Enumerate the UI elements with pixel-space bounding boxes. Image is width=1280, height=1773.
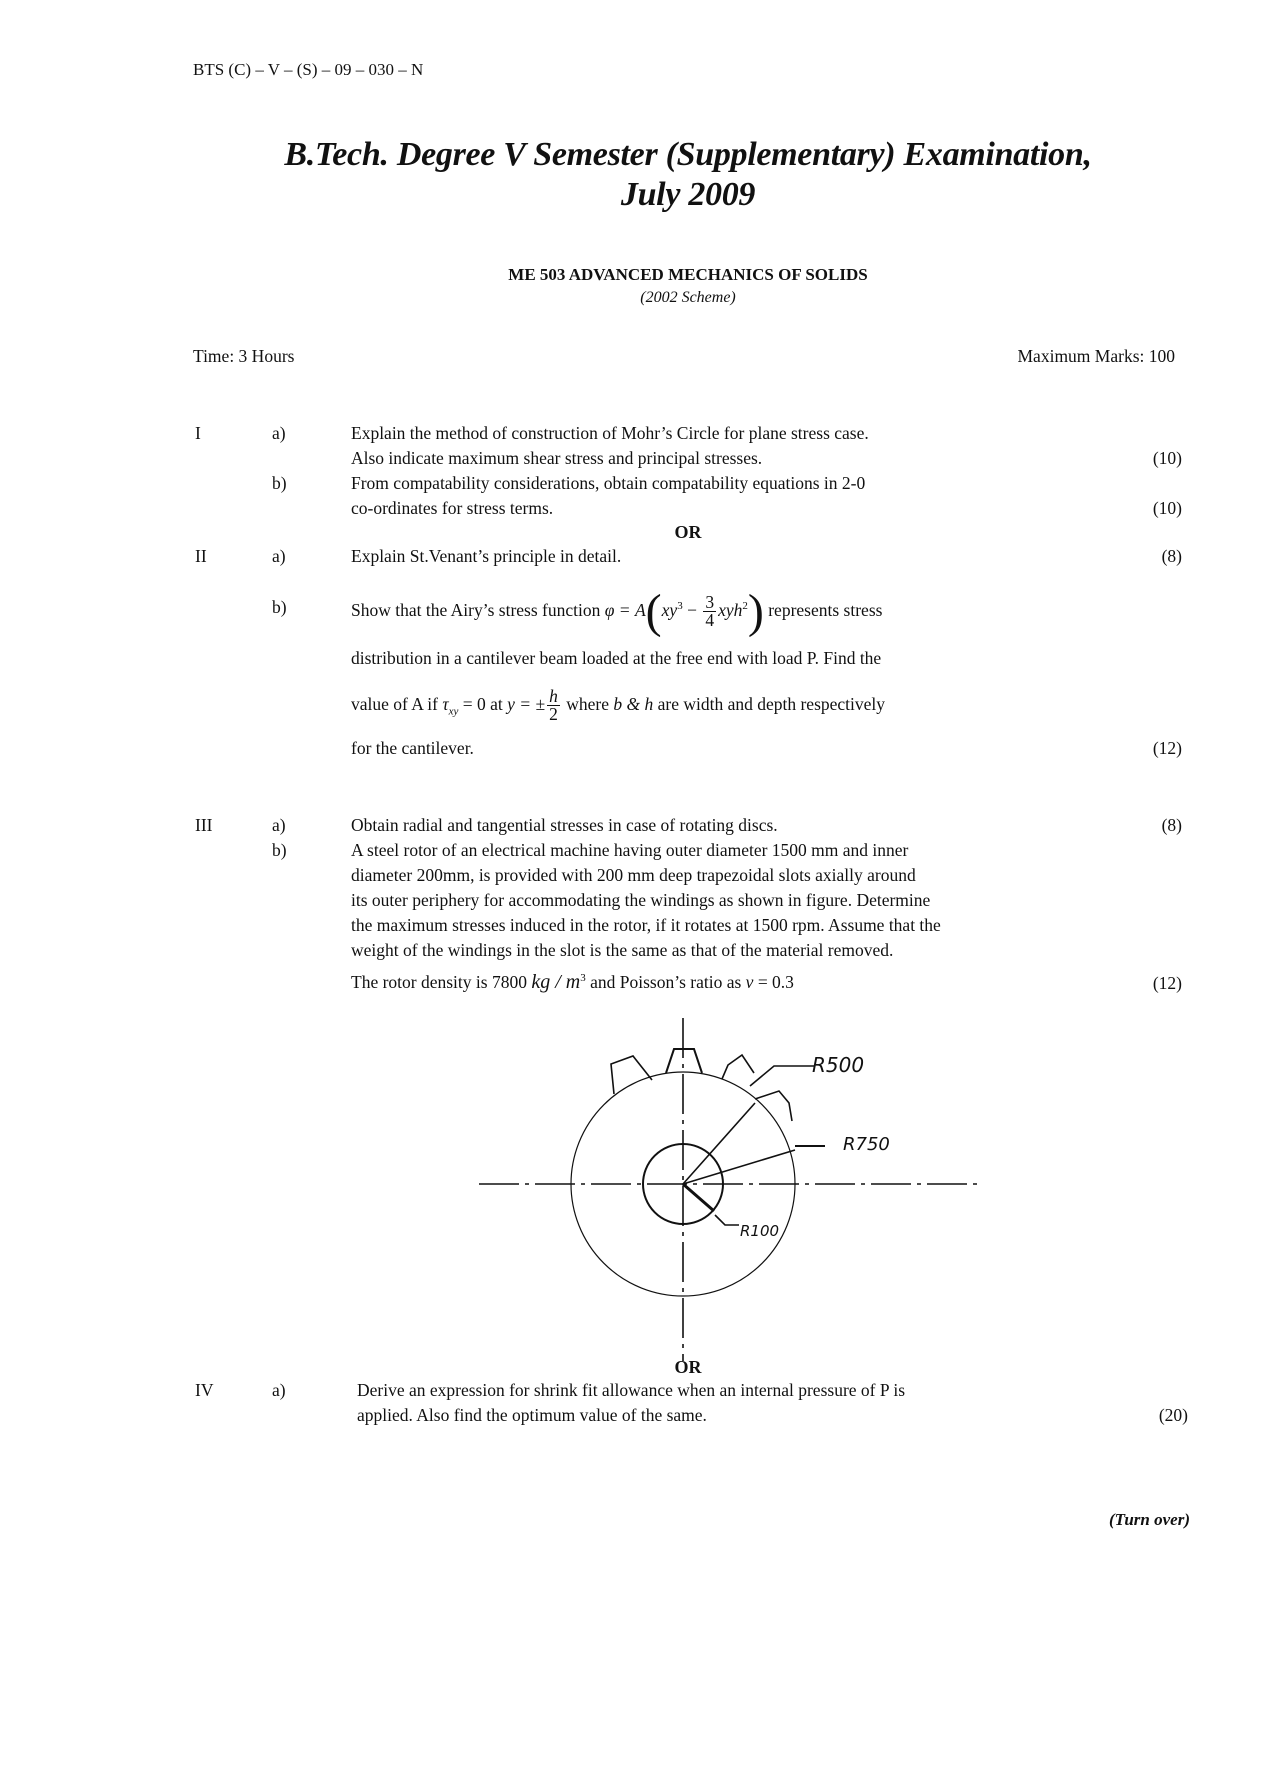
question-text: value of A if xyxy=(351,694,443,714)
exam-date: July 2009 xyxy=(620,176,756,213)
slot xyxy=(666,1049,702,1073)
paper-code: BTS (C) – V – (S) – 09 – 030 – N xyxy=(193,60,424,79)
question-text: weight of the windings in the slot is the same as that of the material removed. xyxy=(351,940,894,960)
part-label: a) xyxy=(272,546,286,566)
paren-close: ) xyxy=(747,584,764,638)
marks: (10) xyxy=(1152,498,1182,518)
marks: (20) xyxy=(1158,1405,1188,1425)
label-r100: R100 xyxy=(740,1222,780,1240)
part-label: a) xyxy=(272,815,286,835)
question-text: Explain the method of construction of Mohr’s Circle for plane stress case. xyxy=(351,423,869,443)
slot xyxy=(755,1091,792,1121)
question-text: and Poisson’s ratio as xyxy=(585,972,746,992)
math-nu: ν xyxy=(745,972,754,992)
density-line xyxy=(351,971,794,994)
marks: (8) xyxy=(1161,815,1182,835)
question-text: Show that the Airy’s stress function xyxy=(351,599,605,620)
math-term: xy xyxy=(661,599,678,620)
r500-leader xyxy=(750,1066,814,1086)
question-text: Explain St.Venant’s principle in detail. xyxy=(351,546,622,566)
question-number: IV xyxy=(195,1380,214,1400)
math-exp: 3 xyxy=(677,600,683,612)
fraction-num: 3 xyxy=(705,591,715,612)
question-text: its outer periphery for accommodating the windings as shown in figure. Determine xyxy=(351,890,931,910)
question-text: the maximum stresses induced in the rotor, if it rotates at 1500 rpm. Assume that the xyxy=(351,915,941,935)
fraction-den: 2 xyxy=(549,704,558,725)
question-text: The rotor density is 7800 xyxy=(351,972,532,992)
slot xyxy=(611,1056,652,1094)
question-text: for the cantilever. xyxy=(351,738,474,758)
paren-open: ( xyxy=(645,584,662,638)
slot xyxy=(722,1055,754,1079)
r750-line xyxy=(683,1150,795,1184)
math-phi: φ = A xyxy=(604,599,646,620)
outer-circle xyxy=(571,1072,795,1296)
inner-circle xyxy=(643,1144,723,1224)
math-exp: 2 xyxy=(742,600,748,612)
exam-title: B.Tech. Degree V Semester (Supplementary) Examination, xyxy=(284,136,1092,173)
marks: (8) xyxy=(1161,546,1182,566)
time-allowed: Time: 3 Hours xyxy=(193,346,295,366)
question-text: A steel rotor of an electrical machine having outer diameter 1500 mm and inner xyxy=(351,840,909,860)
math-term: xyh xyxy=(718,599,743,620)
question-text: Derive an expression for shrink fit allowance when an internal pressure of P is xyxy=(357,1380,906,1400)
math-op: − xyxy=(682,599,702,620)
math-exp: 3 xyxy=(580,972,586,985)
part-label: b) xyxy=(272,473,287,493)
math-bh: b & h xyxy=(613,694,654,714)
math-y: y = ± xyxy=(507,694,546,714)
label-r750: R750 xyxy=(843,1134,890,1155)
math-tau: τ xyxy=(442,694,449,714)
question-text: applied. Also find the optimum value of the same. xyxy=(357,1405,707,1425)
label-r500: R500 xyxy=(812,1053,865,1077)
scheme: (2002 Scheme) xyxy=(640,289,736,306)
airy-function-line xyxy=(351,578,882,638)
math-fraction xyxy=(703,591,716,631)
question-text: are width and depth respectively xyxy=(653,694,886,714)
question-number: III xyxy=(195,815,213,835)
density-unit: kg / m xyxy=(531,971,581,993)
part-label: b) xyxy=(272,597,287,617)
question-text: Also indicate maximum shear stress and principal stresses. xyxy=(351,448,763,468)
question-text: diameter 200mm, is provided with 200 mm deep trapezoidal slots axially around xyxy=(351,865,916,885)
question-text: From compatability considerations, obtain compatability equations in 2-0 xyxy=(351,473,866,493)
question-text: distribution in a cantilever beam loaded at the free end with load P. Find the xyxy=(351,648,882,668)
tau-condition-line xyxy=(351,676,885,740)
question-text: represents stress xyxy=(763,599,883,620)
fraction-num: h xyxy=(549,685,558,706)
question-number: II xyxy=(195,546,207,566)
question-text: Obtain radial and tangential stresses in case of rotating discs. xyxy=(351,815,778,835)
or-separator: OR xyxy=(674,1357,702,1377)
math-fraction xyxy=(547,685,560,725)
question-text: where xyxy=(561,694,614,714)
marks: (10) xyxy=(1152,448,1182,468)
part-label: a) xyxy=(272,1380,286,1400)
maximum-marks: Maximum Marks: 100 xyxy=(1017,346,1175,366)
math-sub: xy xyxy=(448,705,459,718)
part-label: b) xyxy=(272,840,287,860)
part-label: a) xyxy=(272,423,286,443)
turn-over-note: (Turn over) xyxy=(1108,1510,1190,1529)
r500-line xyxy=(683,1103,755,1184)
math-eq: = 0 at xyxy=(458,694,508,714)
subject-title: ME 503 ADVANCED MECHANICS OF SOLIDS xyxy=(508,265,868,284)
marks: (12) xyxy=(1152,973,1182,993)
question-number: I xyxy=(195,423,201,443)
or-separator: OR xyxy=(674,522,702,542)
marks: (12) xyxy=(1152,738,1182,758)
r100-line xyxy=(683,1184,714,1211)
r100-leader xyxy=(715,1215,739,1225)
question-text: = 0.3 xyxy=(753,972,794,992)
question-text: co-ordinates for stress terms. xyxy=(351,498,554,518)
fraction-den: 4 xyxy=(705,610,715,631)
